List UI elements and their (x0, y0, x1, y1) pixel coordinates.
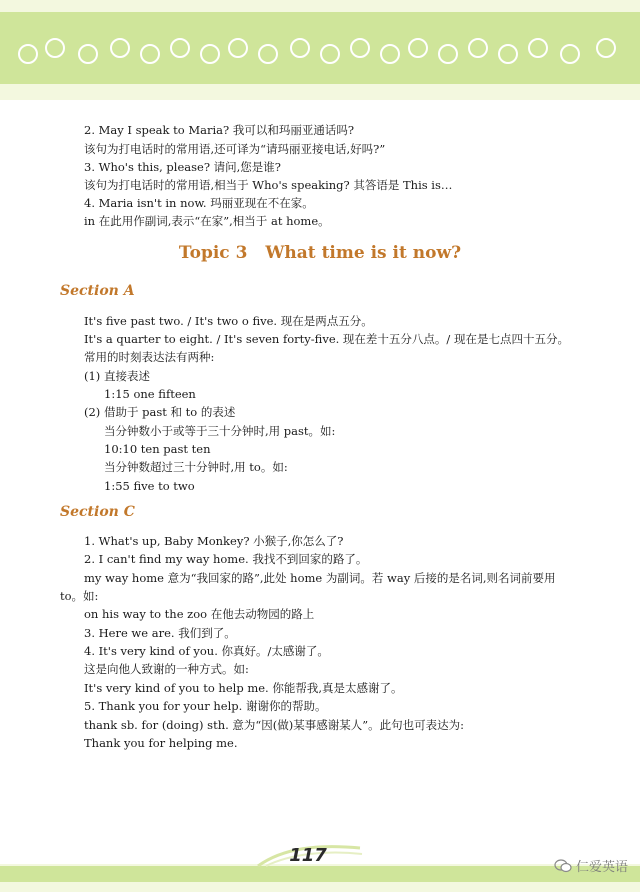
note-line: in 在此用作副词,表示“在家”,相当于 at home。 (84, 214, 330, 228)
ring-icon (528, 38, 548, 58)
note-line: 3. Who's this, please? 请问,您是谁? (84, 160, 281, 174)
section-c-line: Thank you for helping me. (84, 736, 238, 750)
note-line: 2. May I speak to Maria? 我可以和玛丽亚通话吗? (84, 123, 355, 137)
ring-icon (170, 38, 190, 58)
section-c-line: to。如: (60, 589, 99, 603)
ring-icon (350, 38, 370, 58)
ring-icon (140, 44, 160, 64)
section-c-line: 5. Thank you for your help. 谢谢你的帮助。 (84, 699, 327, 713)
wechat-icon (554, 859, 572, 873)
watermark-text: 仁爱英语 (575, 860, 628, 875)
section-a-line: 1:15 one fifteen (104, 387, 196, 401)
ring-icon (320, 44, 340, 64)
ring-icon (258, 44, 278, 64)
section-c-line: on his way to the zoo 在他去动物园的路上 (84, 607, 315, 621)
note-line: 该句为打电话时的常用语,还可译为“请玛丽亚接电话,好吗?” (84, 142, 386, 156)
topic-label: Topic 3 (178, 243, 248, 263)
section-a-line: 1:55 five to two (104, 479, 195, 493)
section-a-line: (2) 借助于 past 和 to 的表述 (84, 405, 236, 419)
ring-icon (438, 44, 458, 64)
section-c-line: my way home 意为“我回家的路”,此处 home 为副词。若 way 后接的是名词,则名词前要用 (84, 571, 556, 585)
ring-icon (200, 44, 220, 64)
section-c-line: thank sb. for (doing) sth. 意为“因(做)某事感谢某人”。此句也可表达为: (84, 718, 465, 732)
section-c-line: 1. What's up, Baby Monkey? 小猴子,你怎么了? (84, 534, 344, 548)
section-c-heading: Section C (60, 504, 135, 520)
section-c-line: It's very kind of you to help me. 你能帮我,真是太感谢了。 (84, 681, 403, 695)
decorative-rings (0, 0, 640, 100)
section-a-line: 10:10 ten past ten (104, 442, 211, 456)
wechat-watermark (554, 856, 628, 875)
section-c-line: 这是向他人致谢的一种方式。如: (84, 662, 249, 676)
section-a-line: It's five past two. / It's two o five. 现在是两点五分。 (84, 314, 373, 328)
ring-icon (560, 44, 580, 64)
note-line: 该句为打电话时的常用语,相当于 Who's speaking? 其答语是 This is… (84, 178, 453, 192)
section-c-line: 3. Here we are. 我们到了。 (84, 626, 236, 640)
section-a-line: 当分钟数超过三十分钟时,用 to。如: (104, 460, 288, 474)
ring-icon (408, 38, 428, 58)
section-c-line: 4. It's very kind of you. 你真好。/太感谢了。 (84, 644, 329, 658)
topic-question: What time is it now? (265, 243, 462, 263)
ring-icon (228, 38, 248, 58)
section-a-line: 当分钟数小于或等于三十分钟时,用 past。如: (104, 424, 336, 438)
footer-green-bar (0, 866, 640, 882)
section-a-line: 常用的时刻表达法有两种: (84, 350, 215, 364)
note-line: 4. Maria isn't in now. 玛丽亚现在不在家。 (84, 196, 314, 210)
ring-icon (468, 38, 488, 58)
ring-icon (78, 44, 98, 64)
section-a-line: It's a quarter to eight. / It's seven forty-five. 现在差十五分八点。/ 现在是七点四十五分。 (84, 332, 569, 346)
section-a-line: (1) 直接表述 (84, 369, 150, 383)
page-number: 117 (289, 845, 327, 866)
ring-icon (596, 38, 616, 58)
ring-icon (45, 38, 65, 58)
ring-icon (18, 44, 38, 64)
ring-icon (498, 44, 518, 64)
ring-icon (290, 38, 310, 58)
topic-title (0, 243, 640, 263)
section-a-heading: Section A (60, 283, 135, 299)
ring-icon (380, 44, 400, 64)
ring-icon (110, 38, 130, 58)
section-c-line: 2. I can't find my way home. 我找不到回家的路了。 (84, 552, 368, 566)
